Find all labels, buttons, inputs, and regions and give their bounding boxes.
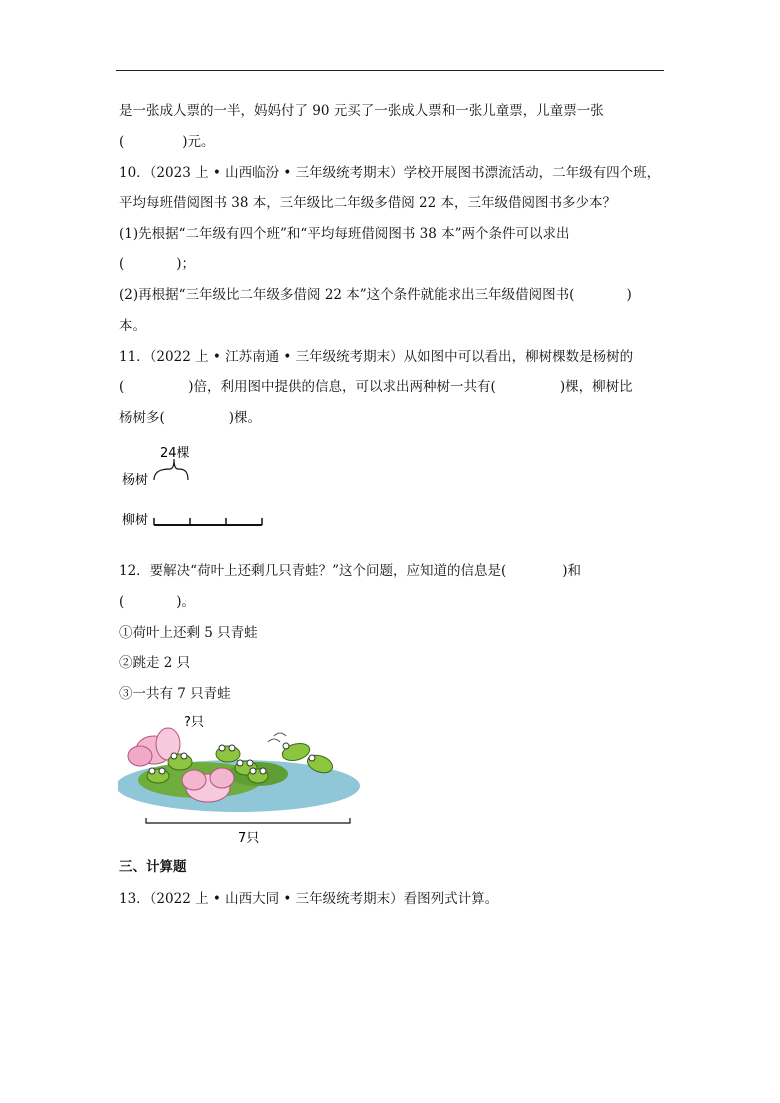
q9-line1: 是一张成人票的一半，妈妈付了 90 元买了一张成人票和一张儿童票，儿童票一张 — [119, 103, 604, 119]
q11-line1: 11．（2022 上 • 江苏南通 • 三年级统考期末）从如图中可以看出，柳树棵数是杨树的 — [119, 349, 634, 365]
jumping-frog-icon — [280, 741, 311, 764]
q10-line1: 10．（2023 上 • 山西临汾 • 三年级统考期末）学校开展图书漂流活动，二年级有四个班， — [119, 165, 661, 181]
frog-icon — [248, 768, 268, 783]
frog-icon — [168, 753, 192, 770]
tree-count-diagram — [118, 440, 298, 535]
count-label: 24棵 — [160, 446, 190, 461]
q11-line3: 杨树多( )棵。 — [119, 410, 262, 426]
q11-line2: ( )倍，利用图中提供的信息，可以求出两种树一共有( )棵，柳树比 — [119, 379, 633, 395]
section-heading: 三、计算题 — [119, 859, 187, 875]
frog-pond-picture — [118, 710, 368, 850]
q10-line2: 平均每班借阅图书 38 本，三年级比二年级多借阅 22 本，三年级借阅图书多少本？ — [119, 195, 617, 211]
q10-line3: (1)先根据“二年级有四个班”和“平均每班借阅图书 38 本”两个条件可以求出 — [119, 226, 570, 242]
q12-line2: ( )。 — [119, 594, 196, 610]
total-label: 7只 — [238, 831, 260, 846]
q12-option-3: ③一共有 7 只青蛙 — [119, 686, 231, 702]
header-rule — [116, 70, 664, 71]
frog-icon — [216, 745, 240, 762]
total-bracket — [146, 818, 350, 823]
q10-line4: ( )； — [119, 256, 196, 272]
brace-icon — [154, 459, 188, 480]
q12-line1: 12．要解决“荷叶上还剩几只青蛙？”这个问题，应知道的信息是( )和 — [119, 563, 582, 579]
question-label: ?只 — [184, 715, 204, 730]
q10-line6: 本。 — [119, 318, 146, 334]
q12-option-2: ②跳走 2 只 — [119, 655, 191, 671]
q12-option-1: ①荷叶上还剩 5 只青蛙 — [119, 625, 258, 641]
q10-line5: (2)再根据“三年级比二年级多借阅 22 本”这个条件就能求出三年级借阅图书( ) — [119, 287, 632, 303]
willow-label: 柳树 — [122, 513, 149, 528]
q9-line2: ( )元。 — [119, 134, 215, 150]
motion-lines — [268, 733, 286, 742]
willow-bar — [154, 518, 262, 525]
q13-line1: 13．（2022 上 • 山西大同 • 三年级统考期末）看图列式计算。 — [119, 891, 499, 907]
poplar-label: 杨树 — [122, 473, 149, 488]
